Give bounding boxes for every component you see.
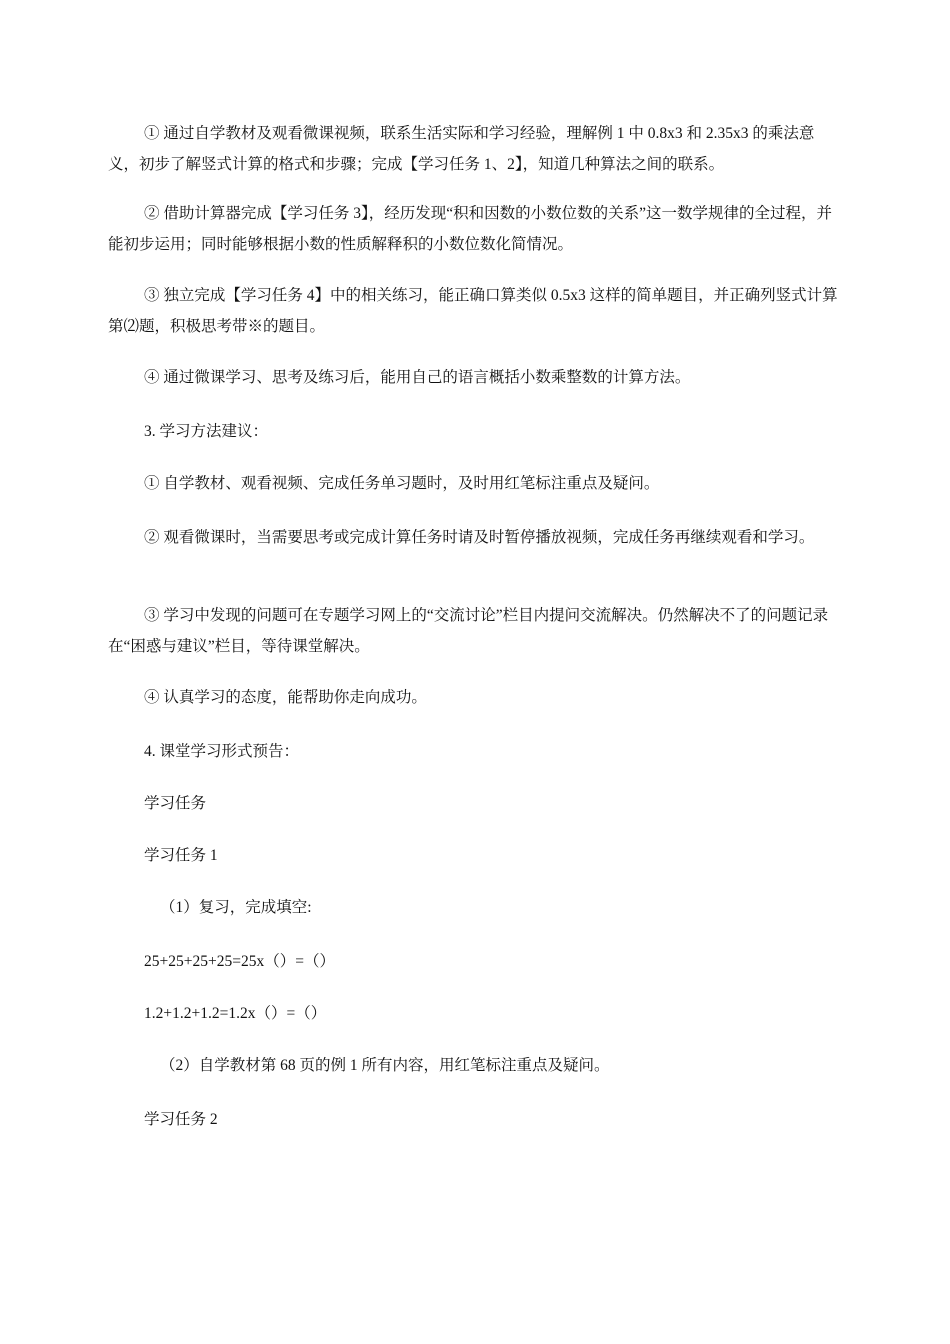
goal-paragraph-1: ① 通过自学教材及观看微课视频，联系生活实际和学习经验，理解例 1 中 0.8x3 和 2.35x3 的乘法意义，初步了解竖式计算的格式和步骤；完成【学习任务 1、2】，知道几种算法之间的联系。 — [108, 125, 815, 173]
method-paragraph-2: ② 观看微课时，当需要思考或完成计算任务时请及时暂停播放视频，完成任务再继续观看和学习。 — [144, 529, 815, 546]
goal-paragraph-3: ③ 独立完成【学习任务 4】中的相关练习，能正确口算类似 0.5x3 这样的简单题目，并正确列竖式计算第⑵题，积极思考带※的题目。 — [108, 287, 838, 335]
task-heading: 学习任务 — [144, 795, 207, 812]
method-paragraph-1: ① 自学教材、观看视频、完成任务单习题时，及时用红笔标注重点及疑问。 — [144, 475, 660, 492]
task-1-heading: 学习任务 1 — [144, 847, 218, 864]
equation-2: 1.2+1.2+1.2=1.2x（）=（） — [144, 1005, 327, 1022]
goal-paragraph-4: ④ 通过微课学习、思考及练习后，能用自己的语言概括小数乘整数的计算方法。 — [144, 369, 691, 386]
task-1-item-1: （1）复习，完成填空: — [160, 899, 312, 916]
goal-paragraph-2: ② 借助计算器完成【学习任务 3】，经历发现“积和因数的小数位数的关系”这一数学规律的全过程，并能初步运用；同时能够根据小数的性质解释积的小数位数化简情况。 — [108, 205, 833, 253]
method-paragraph-4: ④ 认真学习的态度，能帮助你走向成功。 — [144, 689, 427, 706]
task-2-heading: 学习任务 2 — [144, 1111, 218, 1128]
section-heading-method: 3. 学习方法建议： — [144, 423, 269, 440]
equation-1: 25+25+25+25=25x（）=（） — [144, 953, 335, 970]
method-paragraph-3: ③ 学习中发现的问题可在专题学习网上的“交流讨论”栏目内提问交流解决。仍然解决不了的问题记录在“困惑与建议”栏目，等待课堂解决。 — [108, 607, 829, 655]
section-heading-preview: 4. 课堂学习形式预告： — [144, 743, 300, 760]
task-1-item-2: （2）自学教材第 68 页的例 1 所有内容，用红笔标注重点及疑问。 — [160, 1057, 610, 1074]
